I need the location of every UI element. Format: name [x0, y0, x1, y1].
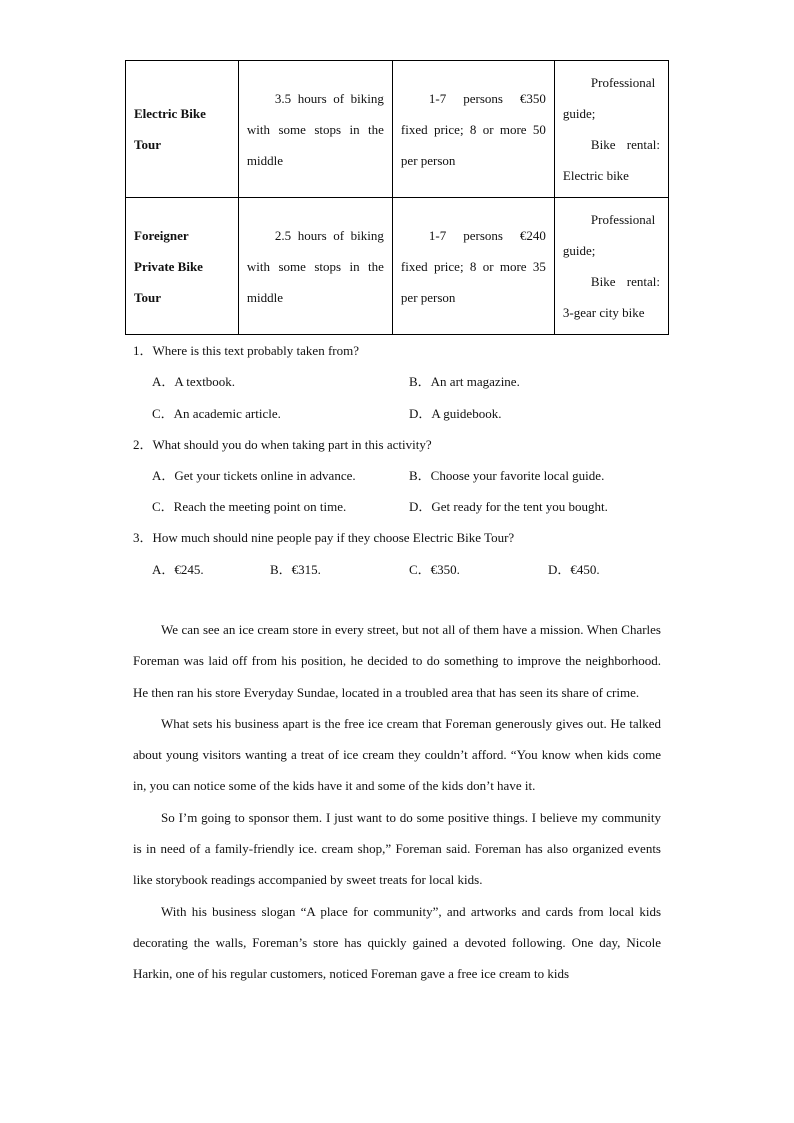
question-3-option-a: A．€245. [152, 562, 204, 577]
question-2-stem: 2．What should you do when taking part in this activity? [133, 437, 432, 452]
question-1-option-b: B．An art magazine. [409, 374, 520, 389]
tour-duration-cell: 3.5 hours of biking with some stops in the middle [238, 61, 392, 198]
reading-passage [133, 614, 661, 990]
tour-price-cell: 1-7 persons €240 fixed price; 8 or more 35 per person [392, 198, 554, 335]
passage-paragraph: We can see an ice cream store in every street, but not all of them have a mission. When Charles Foreman was laid off from his position, he decided to do something to improve the neighborhood. He then ran his store Everyday Sundae, located in a troubled area that has seen its share of crime. [133, 622, 661, 700]
question-1-stem: 1．Where is this text probably taken from? [133, 343, 359, 358]
question-2-option-c: C．Reach the meeting point on time. [152, 499, 347, 514]
includes-guide: Professional guide; [562, 212, 656, 258]
passage-paragraph: With his business slogan “A place for community”, and artworks and cards from local kids decorating the walls, Foreman’s store has quickly gained a devoted following. One day, Nicole Harkin, one of his regular customers, noticed Foreman gave a free ice cream to kids [133, 903, 661, 982]
bike-tour-table [125, 60, 669, 335]
question-2-option-d: D．Get ready for the tent you bought. [409, 499, 608, 514]
question-1-option-d: D．A guidebook. [409, 406, 502, 421]
tour-duration-cell: 2.5 hours of biking with some stops in the middle [238, 198, 392, 335]
question-1-option-a: A．A textbook. [152, 374, 236, 389]
question-3-option-b: B．€315. [270, 562, 321, 577]
question-2-option-a: A．Get your tickets online in advance. [152, 468, 356, 483]
passage-paragraph: So I’m going to sponsor them. I just want to do some positive things. I believe my community is in need of a family-friendly ice. cream shop,” Foreman said. Foreman has also organized events like storybook readings accompanied by sweet treats for local kids. [133, 809, 661, 888]
question-3-option-d: D．€450. [548, 562, 600, 577]
tour-price-cell: 1-7 persons €350 fixed price; 8 or more 50 per person [392, 61, 554, 198]
question-3-stem: 3．How much should nine people pay if they choose Electric Bike Tour? [133, 530, 515, 545]
table-row [126, 198, 669, 335]
includes-bike-rental: Bike rental: 3-gear city bike [562, 274, 660, 320]
tour-name-cell: Foreigner Private Bike Tour [126, 198, 239, 335]
includes-guide: Professional guide; [562, 75, 656, 121]
tour-includes-cell [554, 61, 668, 198]
passage-paragraph: What sets his business apart is the free ice cream that Foreman generously gives out. He talked about young visitors wanting a treat of ice cream they couldn’t afford. “You know when kids come in, you can notice some of the kids have it and some of the kids don’t have it. [133, 715, 661, 794]
question-3-option-c: C．€350. [409, 562, 460, 577]
tour-includes-cell [554, 198, 668, 335]
table-row [126, 61, 669, 198]
question-1-option-c: C．An academic article. [152, 406, 281, 421]
includes-bike-rental: Bike rental: Electric bike [562, 137, 660, 183]
tour-name-cell: Electric Bike Tour [126, 61, 239, 198]
question-2-option-b: B．Choose your favorite local guide. [409, 468, 605, 483]
